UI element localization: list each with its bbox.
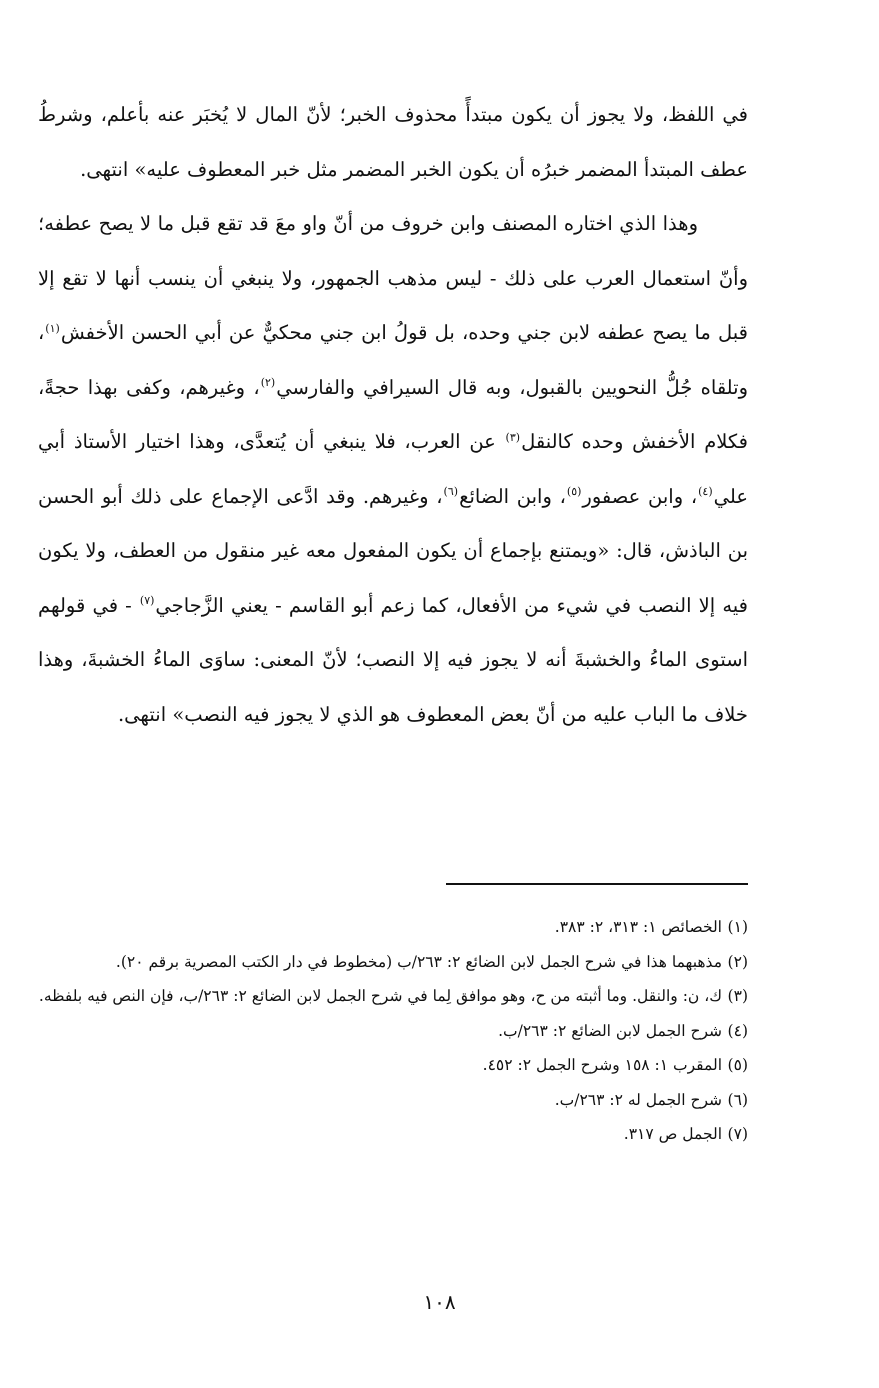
paragraph-text: عن العرب، فلا ينبغي أن يُتعدَّى، وهذا اختيار الأستاذ أبي علي <box>38 430 748 508</box>
footnote-ref-1[interactable]: (١) <box>45 321 60 335</box>
footnote-item <box>38 1014 748 1049</box>
paragraph-text: ، وغيرهم. وقد ادَّعى الإجماع على ذلك أبو الحسن بن الباذش، قال: «ويمتنع بإجماع أن يكون المفعول معه غير منقول من العطف، ولا يكون فيه إلا النصب في شيء من الأفعال، كما زعم أبو القاسم - يعني الزَّجاجي <box>38 484 748 617</box>
footnote-text: شرح الجمل له ٢: ٢٦٣/ب. <box>554 1090 722 1109</box>
footnote-ref-3[interactable]: (٣) <box>505 430 521 444</box>
footnotes <box>38 910 748 1152</box>
paragraph-text: ، وابن الضائع <box>459 484 566 508</box>
footnote-text: المقرب ١: ١٥٨ وشرح الجمل ٢: ٤٥٢. <box>482 1056 722 1074</box>
footnote-ref-4[interactable]: (٤) <box>698 485 713 498</box>
footnote-ref-7[interactable]: (٧) <box>139 594 155 607</box>
footnote-number: (٥) <box>727 1056 748 1074</box>
footnote-text: الخصائص ١: ٣١٣، ٢: ٣٨٣. <box>554 918 722 936</box>
footnote-item <box>38 979 748 1014</box>
paragraph-text: ، وابن عصفور <box>582 484 698 508</box>
footnote-text: شرح الجمل لابن الضائع ٢: ٢٦٣/ب. <box>498 1021 722 1040</box>
paragraph-text: وهذا الذي اختاره المصنف وابن خروف من أنّ واو معَ قد تقع قبل ما لا يصح عطفه؛ وأنّ استعمال العرب على ذلك - ليس مذهب الجمهور، ولا ينبغي أن ينسب أنها لا تقع إلا قبل ما يصح عطفه لابن جني وحده، بل قولُ ابن جني محكيٌّ عن أبي الحسن الأخفش <box>38 212 748 344</box>
paragraph-main <box>38 197 748 742</box>
footnote-number: (٣) <box>727 987 748 1005</box>
footnote-number: (٢) <box>727 952 748 971</box>
page-number: ١٠٨ <box>423 1290 456 1314</box>
footnote-ref-2[interactable]: (٢) <box>260 376 276 389</box>
footnote-text: ك، ن: والنقل. وما أثبته من ح، وهو موافق لِما في شرح الجمل لابن الضائع ٢: ٢٦٣/ب، فإن النص فيه بلفظه. <box>38 987 722 1005</box>
footnote-item <box>38 1083 748 1118</box>
main-text <box>38 88 748 742</box>
footnote-number: (١) <box>727 918 748 936</box>
footnote-item <box>38 1048 748 1083</box>
footnote-item <box>38 910 748 945</box>
paragraph-text: ، وغيرهم، وكفى بهذا حجةً، فكلام الأخفش وحده كالنقل <box>38 375 748 453</box>
footnote-item <box>38 945 748 980</box>
footnote-number: (٧) <box>727 1125 748 1143</box>
footnote-text: مذهبهما هذا في شرح الجمل لابن الضائع ٢: ٢٦٣/ب (مخطوط في دار الكتب المصرية برقم ٢٠). <box>115 952 722 971</box>
footnote-number: (٦) <box>727 1090 748 1109</box>
paragraph-continuation <box>38 88 748 197</box>
footnote-item <box>38 1117 748 1152</box>
footnote-ref-6[interactable]: (٦) <box>443 485 459 498</box>
paragraph-text: في اللفظ، ولا يجوز أن يكون مبتدأً محذوف الخبر؛ لأنّ المال لا يُخبَر عنه بأعلم، وشرطُ عطف المبتدأ المضمر خبرُه أن يكون الخبر المضمر مثل خبر المعطوف عليه» انتهى. <box>38 103 748 181</box>
footnote-ref-5[interactable]: (٥) <box>566 485 582 498</box>
footnote-number: (٤) <box>727 1021 748 1040</box>
paragraph-text: - في قولهم استوى الماءُ والخشبةَ أنه لا يجوز فيه إلا النصب؛ لأنّ المعنى: ساوَى الماءُ الخشبةَ، وهذا خلاف ما الباب عليه من أنّ بعض المعطوف هو الذي لا يجوز فيه النصب» انتهى. <box>38 593 748 726</box>
footnote-text: الجمل ص ٣١٧. <box>623 1125 722 1143</box>
footnote-divider <box>446 883 748 885</box>
paragraph-text: ، وتلقاه جُلُّ النحويين بالقبول، وبه قال السيرافي والفارسي <box>38 321 748 399</box>
